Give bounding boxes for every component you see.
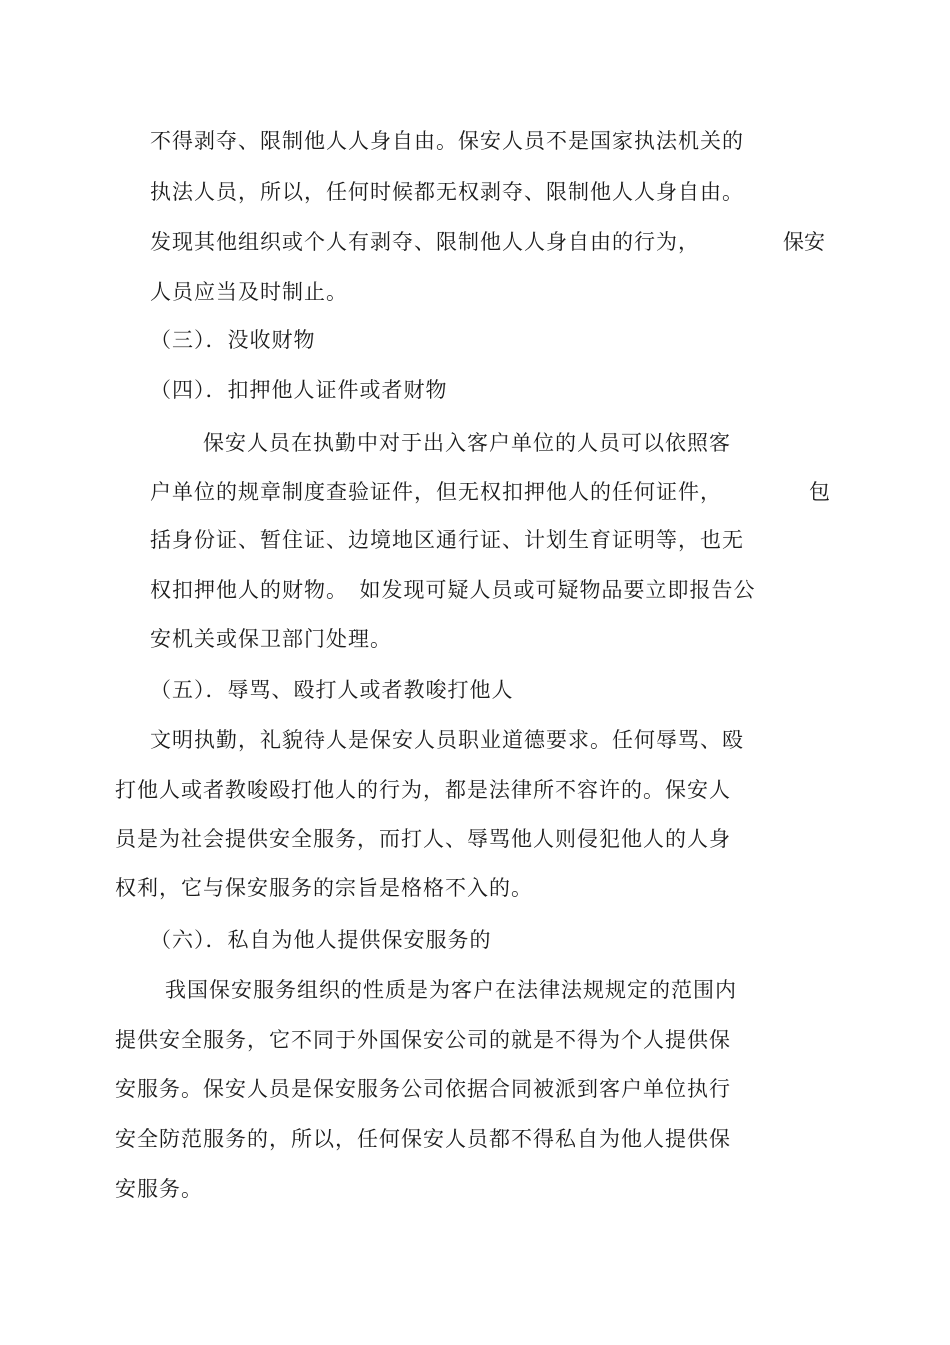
paragraph-line: 权扣押他人的财物。 如发现可疑人员或可疑物品要立即报告公	[150, 578, 756, 602]
paragraph-line: 安全防范服务的，所以，任何保安人员都不得私自为他人提供保	[115, 1127, 731, 1151]
paragraph-line-tail: 保安	[783, 230, 825, 254]
paragraph-line: 保安人员在执勤中对于出入客户单位的人员可以依照客	[203, 431, 731, 455]
paragraph-line: 文明执勤，礼貌待人是保安人员职业道德要求。任何辱骂、殴	[150, 728, 744, 752]
paragraph-line-tail: 包	[809, 480, 830, 504]
paragraph-line: 员是为社会提供安全服务，而打人、辱骂他人则侵犯他人的人身	[115, 827, 731, 851]
paragraph-line: 提供安全服务，它不同于外国保安公司的就是不得为个人提供保	[115, 1028, 731, 1052]
paragraph-line: 发现其他组织或个人有剥夺、限制他人人身自由的行为，	[150, 230, 700, 254]
paragraph-line: 执法人员，所以，任何时候都无权剥夺、限制他人人身自由。	[150, 180, 744, 204]
paragraph-line: 打他人或者教唆殴打他人的行为，都是法律所不容许的。保安人	[115, 778, 731, 802]
section-heading: （四）．扣押他人证件或者财物	[150, 378, 448, 402]
paragraph-line: 人员应当及时制止。	[150, 280, 348, 304]
paragraph-line: 我国保安服务组织的性质是为客户在法律法规规定的范围内	[165, 978, 737, 1002]
paragraph-line: 安机关或保卫部门处理。	[150, 627, 392, 651]
paragraph-line: 安服务。保安人员是保安服务公司依据合同被派到客户单位执行	[115, 1077, 731, 1101]
paragraph-line: 户单位的规章制度查验证件，但无权扣押他人的任何证件，	[150, 480, 722, 504]
paragraph-line: 权利，它与保安服务的宗旨是格格不入的。	[115, 876, 533, 900]
paragraph-line: 括身份证、暂住证、边境地区通行证、计划生育证明等，也无	[150, 528, 744, 552]
paragraph-line: 不得剥夺、限制他人人身自由。保安人员不是国家执法机关的	[150, 129, 744, 153]
section-heading: （三）．没收财物	[150, 328, 316, 352]
paragraph-line: 安服务。	[115, 1177, 203, 1201]
section-heading: （五）．辱骂、殴打人或者教唆打他人	[150, 678, 514, 702]
section-heading: （六）．私自为他人提供保安服务的	[150, 928, 492, 952]
